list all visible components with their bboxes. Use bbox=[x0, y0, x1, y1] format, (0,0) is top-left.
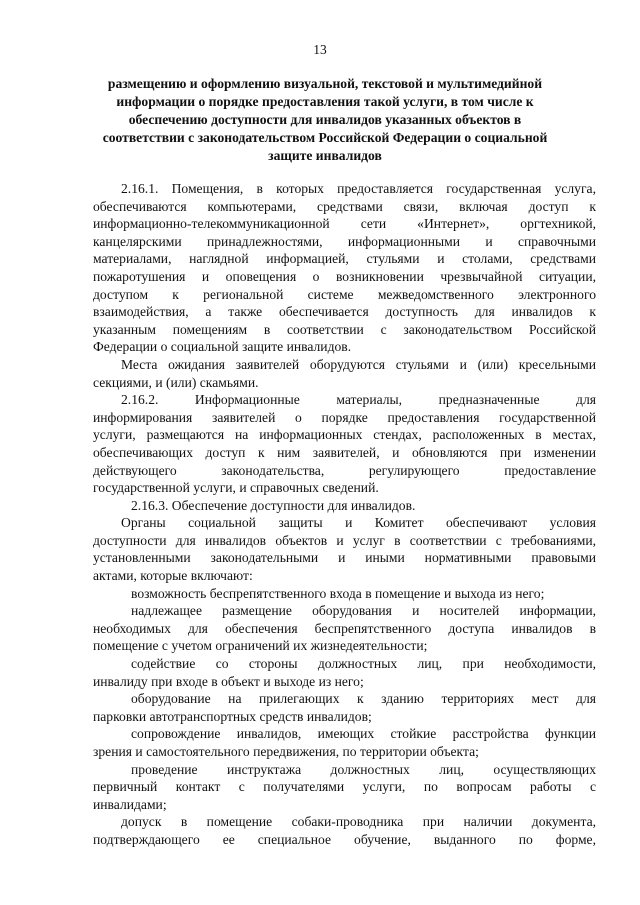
text-line: инвалидами; bbox=[93, 796, 167, 812]
text-line: зрения и самостоятельного передвижения, по территории объекта; bbox=[93, 744, 479, 759]
text-line: 2.16.1. Помещения, в которых предоставляется государственная услуга, bbox=[121, 181, 596, 196]
section-heading bbox=[90, 75, 560, 165]
heading-line: соответствии с законодательством Российской Федерации о социальной bbox=[102, 130, 548, 145]
text-line: действующего законодательства, регулирующего предоставление bbox=[93, 462, 596, 478]
body-text bbox=[93, 180, 596, 849]
text-line: необходимых для обеспечения беспрепятственного доступа инвалидов в bbox=[93, 620, 596, 636]
text-line: канцелярскими принадлежностями, информационными и справочными bbox=[93, 233, 596, 249]
text-line: Органы социальной защиты и Комитет обеспечивают условия bbox=[121, 515, 596, 531]
text-line: доступом к региональной системе межведомственного электронного bbox=[93, 286, 596, 302]
text-line: возможность беспрепятственного входа в помещение и выхода из него; bbox=[131, 585, 545, 601]
text-line: секциями, и (или) скамьями. bbox=[93, 374, 259, 390]
text-line: оборудование на прилегающих к зданию территориях мест для bbox=[131, 691, 596, 707]
text-line: помещение с учетом ограничений их жизнедеятельности; bbox=[93, 638, 428, 654]
text-line: содействие со стороны должностных лиц, при необходимости, bbox=[131, 656, 596, 672]
text-line: обеспечиваются компьютерами, средствами связи, включая доступ к bbox=[93, 198, 596, 214]
text-line: допуск в помещение собаки-проводника при наличии документа, bbox=[121, 814, 596, 830]
text-line: материалами, наглядной информацией, стульями и столами, средствами bbox=[93, 251, 596, 267]
heading-line: обеспечению доступности для инвалидов указанных объектов в bbox=[128, 112, 522, 127]
text-line: надлежащее размещение оборудования и носителей информации, bbox=[131, 603, 596, 619]
text-line: сопровождение инвалидов, имеющих стойкие расстройства функции bbox=[131, 726, 596, 742]
text-line: взаимодействия, а также обеспечивается доступность для инвалидов к bbox=[93, 304, 596, 320]
text-line: обеспечивающих доступ к ним заявителей, и обновляются при изменении bbox=[93, 444, 596, 460]
heading-line: размещению и оформлению визуальной, текстовой и мультимедийной bbox=[107, 76, 543, 91]
text-line: пожаротушения и оповещения о возникновении чрезвычайной ситуации, bbox=[93, 268, 596, 284]
page-number: 13 bbox=[313, 42, 327, 57]
text-line: информационно-телекоммуникационной сети «Интернет», оргтехникой, bbox=[93, 216, 596, 232]
text-line: Места ожидания заявителей оборудуются стульями и (или) кресельными bbox=[121, 356, 596, 372]
text-line: указанным помещениям в соответствии с законодательством Российской bbox=[93, 321, 596, 337]
text-line: доступности для инвалидов объектов и услуг в соответствии с требованиями, bbox=[93, 532, 596, 548]
text-line: первичный контакт с получателями услуги, по вопросам работы с bbox=[93, 779, 596, 795]
text-line: 2.16.2. Информационные материалы, предназначенные для bbox=[121, 392, 596, 408]
text-line: парковки автотранспортных средств инвалидов; bbox=[93, 708, 372, 724]
text-line: 2.16.3. Обеспечение доступности для инвалидов. bbox=[131, 497, 416, 513]
text-line: государственной услуги, и справочных сведений. bbox=[93, 480, 379, 496]
text-line: услуги, размещаются на информационных стендах, расположенных в местах, bbox=[93, 427, 596, 443]
text-line: установленными законодательными и иными нормативными правовыми bbox=[93, 550, 596, 566]
heading-line: информации о порядке предоставления такой услуги, в том числе к bbox=[116, 94, 534, 109]
text-line: информирования заявителей о порядке предоставления государственной bbox=[93, 409, 596, 425]
text-line: подтверждающего ее специальное обучение, выданного по форме, bbox=[93, 831, 596, 847]
text-line: Федерации о социальной защите инвалидов. bbox=[93, 339, 352, 355]
text-line: проведение инструктажа должностных лиц, осуществляющих bbox=[131, 761, 596, 777]
text-line: актами, которые включают: bbox=[93, 568, 253, 584]
text-line: инвалиду при входе в объект и выходе из него; bbox=[93, 673, 364, 689]
heading-line: защите инвалидов bbox=[268, 148, 382, 163]
